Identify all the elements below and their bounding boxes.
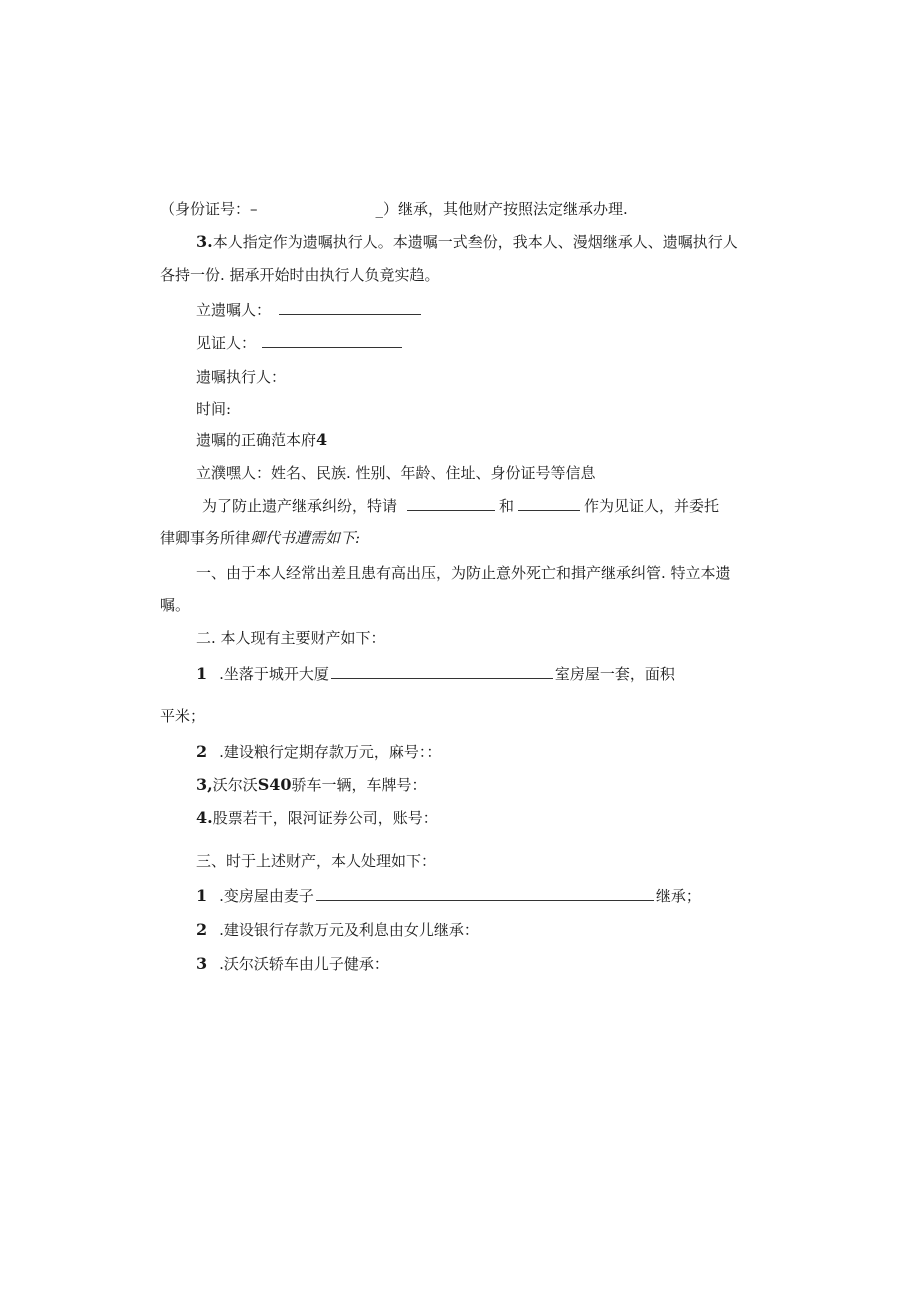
witness-1-blank	[407, 496, 495, 511]
property-item-4: 4.股票若干，限河证券公司，账号：	[196, 808, 438, 827]
id-number-line	[160, 199, 628, 219]
building-blank	[331, 664, 553, 679]
witness-label: 见证人：	[196, 334, 257, 352]
clause-number: 3.	[196, 232, 213, 251]
executor-clause-cont: 各持一份. 据承开始时由执行人负竟实趋。	[160, 266, 440, 284]
property-item-3: 3,沃尔沃S40骄车一辆，车牌号：	[196, 775, 427, 794]
testator-label: 立遗嘱人：	[196, 301, 272, 319]
section-three-heading: 三、时于上述财产，本人处理如下：	[196, 852, 437, 870]
witness-line	[196, 333, 402, 353]
property-item-1: 1 .坐落于城开大厦 室房屋一套，面积	[196, 664, 675, 683]
witness-blank	[262, 333, 402, 348]
testator-line	[196, 300, 421, 320]
disposal-item-1: 1 .变房屋由麦子 继承；	[196, 886, 701, 905]
template-title: 遗嘱的正确范本府4	[196, 430, 328, 449]
witness-request: 为了防止遗产继承纠纷，特请 和 作为见证人，并委托	[202, 497, 720, 515]
disposal-item-3: 3 .沃尔沃轿车由儿子健承：	[196, 954, 389, 973]
property-item-2: 2 .建设粮行定期存款万元，麻号：：	[196, 742, 442, 761]
inheritance-clause: _）继承，其他财产按照法定继承办理.	[375, 200, 628, 218]
area-unit: 平米；	[160, 707, 206, 725]
date-label: 时间:	[196, 400, 232, 418]
testator-info: 立濮嘿人：姓名、民族. 性别、年龄、住址、身份证号等信息	[196, 464, 596, 482]
law-firm-line: 律卿事务所律卿代书遭需如下:	[160, 529, 361, 547]
witness-2-blank	[518, 496, 580, 511]
disposal-item-2: 2 .建设银行存款万元及利息由女儿继承：	[196, 920, 479, 939]
heir-blank	[316, 886, 654, 901]
id-number-label: （身份证号：–	[160, 200, 258, 218]
clause-text: 本人指定作为遗嘱执行人。本遗嘱一式叁份，我本人、漫烟继承人、遗嘱执行人	[212, 233, 738, 251]
executor-clause	[196, 232, 738, 252]
section-one: 一、由于本人经常出差且患有高出压，为防止意外死亡和揖产继承纠管. 特立本遗	[196, 564, 731, 582]
section-two-heading: 二. 本人现有主要财产如下：	[196, 629, 386, 647]
testator-blank	[279, 300, 421, 315]
executor-label: 遗嘱执行人：	[196, 368, 287, 386]
section-one-cont: 嘱。	[160, 596, 191, 614]
